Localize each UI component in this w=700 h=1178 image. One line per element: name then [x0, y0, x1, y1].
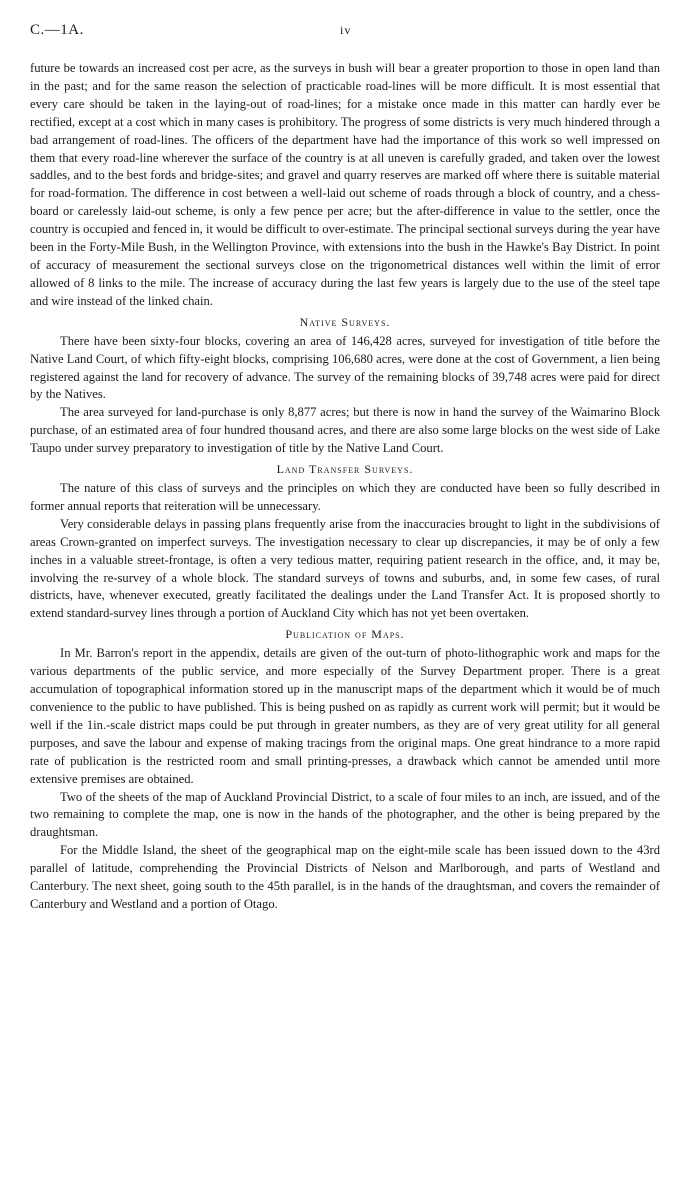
native-surveys-heading: Native Surveys.: [299, 314, 391, 329]
publication-paragraph-2: Two of the sheets of the map of Auckland Provincial District, to a scale of four miles to an inch, are issued, and of the two remaining to complete the map, one is now in the hands of the photographer, and the other is being prepared by the draughtsman.: [30, 789, 660, 840]
intro-paragraph: future be towards an increased cost per acre, as the surveys in bush will bear a greater proportion to those in open land than in the past; and for the same reason the selection of practicable road-lines will be more difficult. It is most essential that every care should be taken in the laying-out of road-lines; for a mistake once made in this matter can hardly ever be rectified, except at a cost which in many cases is prohibitory. The progress of some districts is very much hindered through a bad arrangement of road-lines. The officers of the department have had the importance of this work so well impressed on them that every road-line wherever the surface of the country is at all uneven is carefully graded, and taken over the lowest saddles, and to the best fords and bridge-sites; and gravel and quarry reserves are marked off where there is suitable material for road-formation. The difference in cost between a well-laid out scheme of roads through a block of country, and a chess-board or carelessly laid-out scheme, is only a few pence per acre; but the after-difference in value to the settler, once the country is occupied and fenced in, it would be difficult to over-estimate. The principal sectional surveys during the year have been in the Forty-Mile Bush, in the Wellington Province, with extensions into the bush in the Hawke's Bay District. In point of accuracy of measurement the sectional surveys close on the trigonometrical distances well within the limit of error allowed of 8 links to the mile. The increase of accuracy during the last few years is largely due to the use of the steel tape and wire instead of the linked chain.: [30, 61, 660, 308]
publication-paragraph-3: For the Middle Island, the sheet of the geographical map on the eight-mile scale has been issued down to the 43rd parallel of latitude, comprehending the Provincial Districts of Nelson and Marlborough, and parts of Westland and Canterbury. The next sheet, going south to the 45th parallel, is in the hands of the draughtsman, and covers the remainder of Canterbury and Westland and a portion of Otago.: [30, 843, 660, 911]
native-surveys-paragraph-2: The area surveyed for land-purchase is only 8,877 acres; but there is now in hand the survey of the Waimarino Block purchase, of an estimated area of four hundred thousand acres, and there are also some large blocks on the west side of Lake Taupo under survey preparatory to investigation of title by the Native Land Court.: [30, 405, 660, 456]
document-reference: C.—1A.: [30, 22, 84, 38]
publication-heading: Publication of Maps.: [285, 627, 405, 642]
land-transfer-heading: Land Transfer Surveys.: [276, 462, 414, 477]
page-number: iv: [340, 23, 352, 37]
land-transfer-paragraph-1: The nature of this class of surveys and the principles on which they are conducted have been so fully described in former annual reports that reiteration will be unnecessary.: [30, 481, 660, 513]
document-page: [30, 22, 660, 914]
body-text: [30, 60, 660, 914]
publication-paragraph-1: In Mr. Barron's report in the appendix, details are given of the out-turn of photo-lithographic work and maps for the various departments of the public service, and more especially of the Survey Department proper. There is a great accumulation of topographical information stored up in the manuscript maps of the department which it would be of much convenience to the public to have published. This is being pushed on as rapidly as current work will permit; but it would be well if the 1in.-scale district maps could be put through in greater numbers, as they are of very great utility for all general purposes, and save the labour and expense of making tracings from the original maps. One great hindrance to a more rapid rate of publication is the restricted room and small printing-presses, a drawback which cannot be amended until more extensive premises are obtained.: [30, 646, 660, 786]
native-surveys-paragraph-1: There have been sixty-four blocks, covering an area of 146,428 acres, surveyed for investigation of title before the Native Land Court, of which fifty-eight blocks, comprising 106,680 acres, were done at the cost of Government, a lien being registered against the land for recovery of advance. The survey of the remaining blocks of 39,748 acres were paid for direct by the Natives.: [30, 333, 660, 402]
page-header: [30, 22, 660, 44]
land-transfer-paragraph-2: Very considerable delays in passing plans frequently arise from the inaccuracies brought to light in the subdivisions of areas Crown-granted on imperfect surveys. The investigation necessary to clear up discrepancies, it may be of only a few inches in a valuable street-frontage, is often a very tedious matter, requiring patient research in the office, and, it may be, involving the re-survey of a whole block. The standard surveys of towns and suburbs, and, in some few cases, of rural districts, have, whenever executed, greatly facilitated the dealings under the Land Transfer Act. It is proposed shortly to extend standard-survey lines through a portion of Auckland City which has not yet been overtaken.: [30, 516, 660, 621]
